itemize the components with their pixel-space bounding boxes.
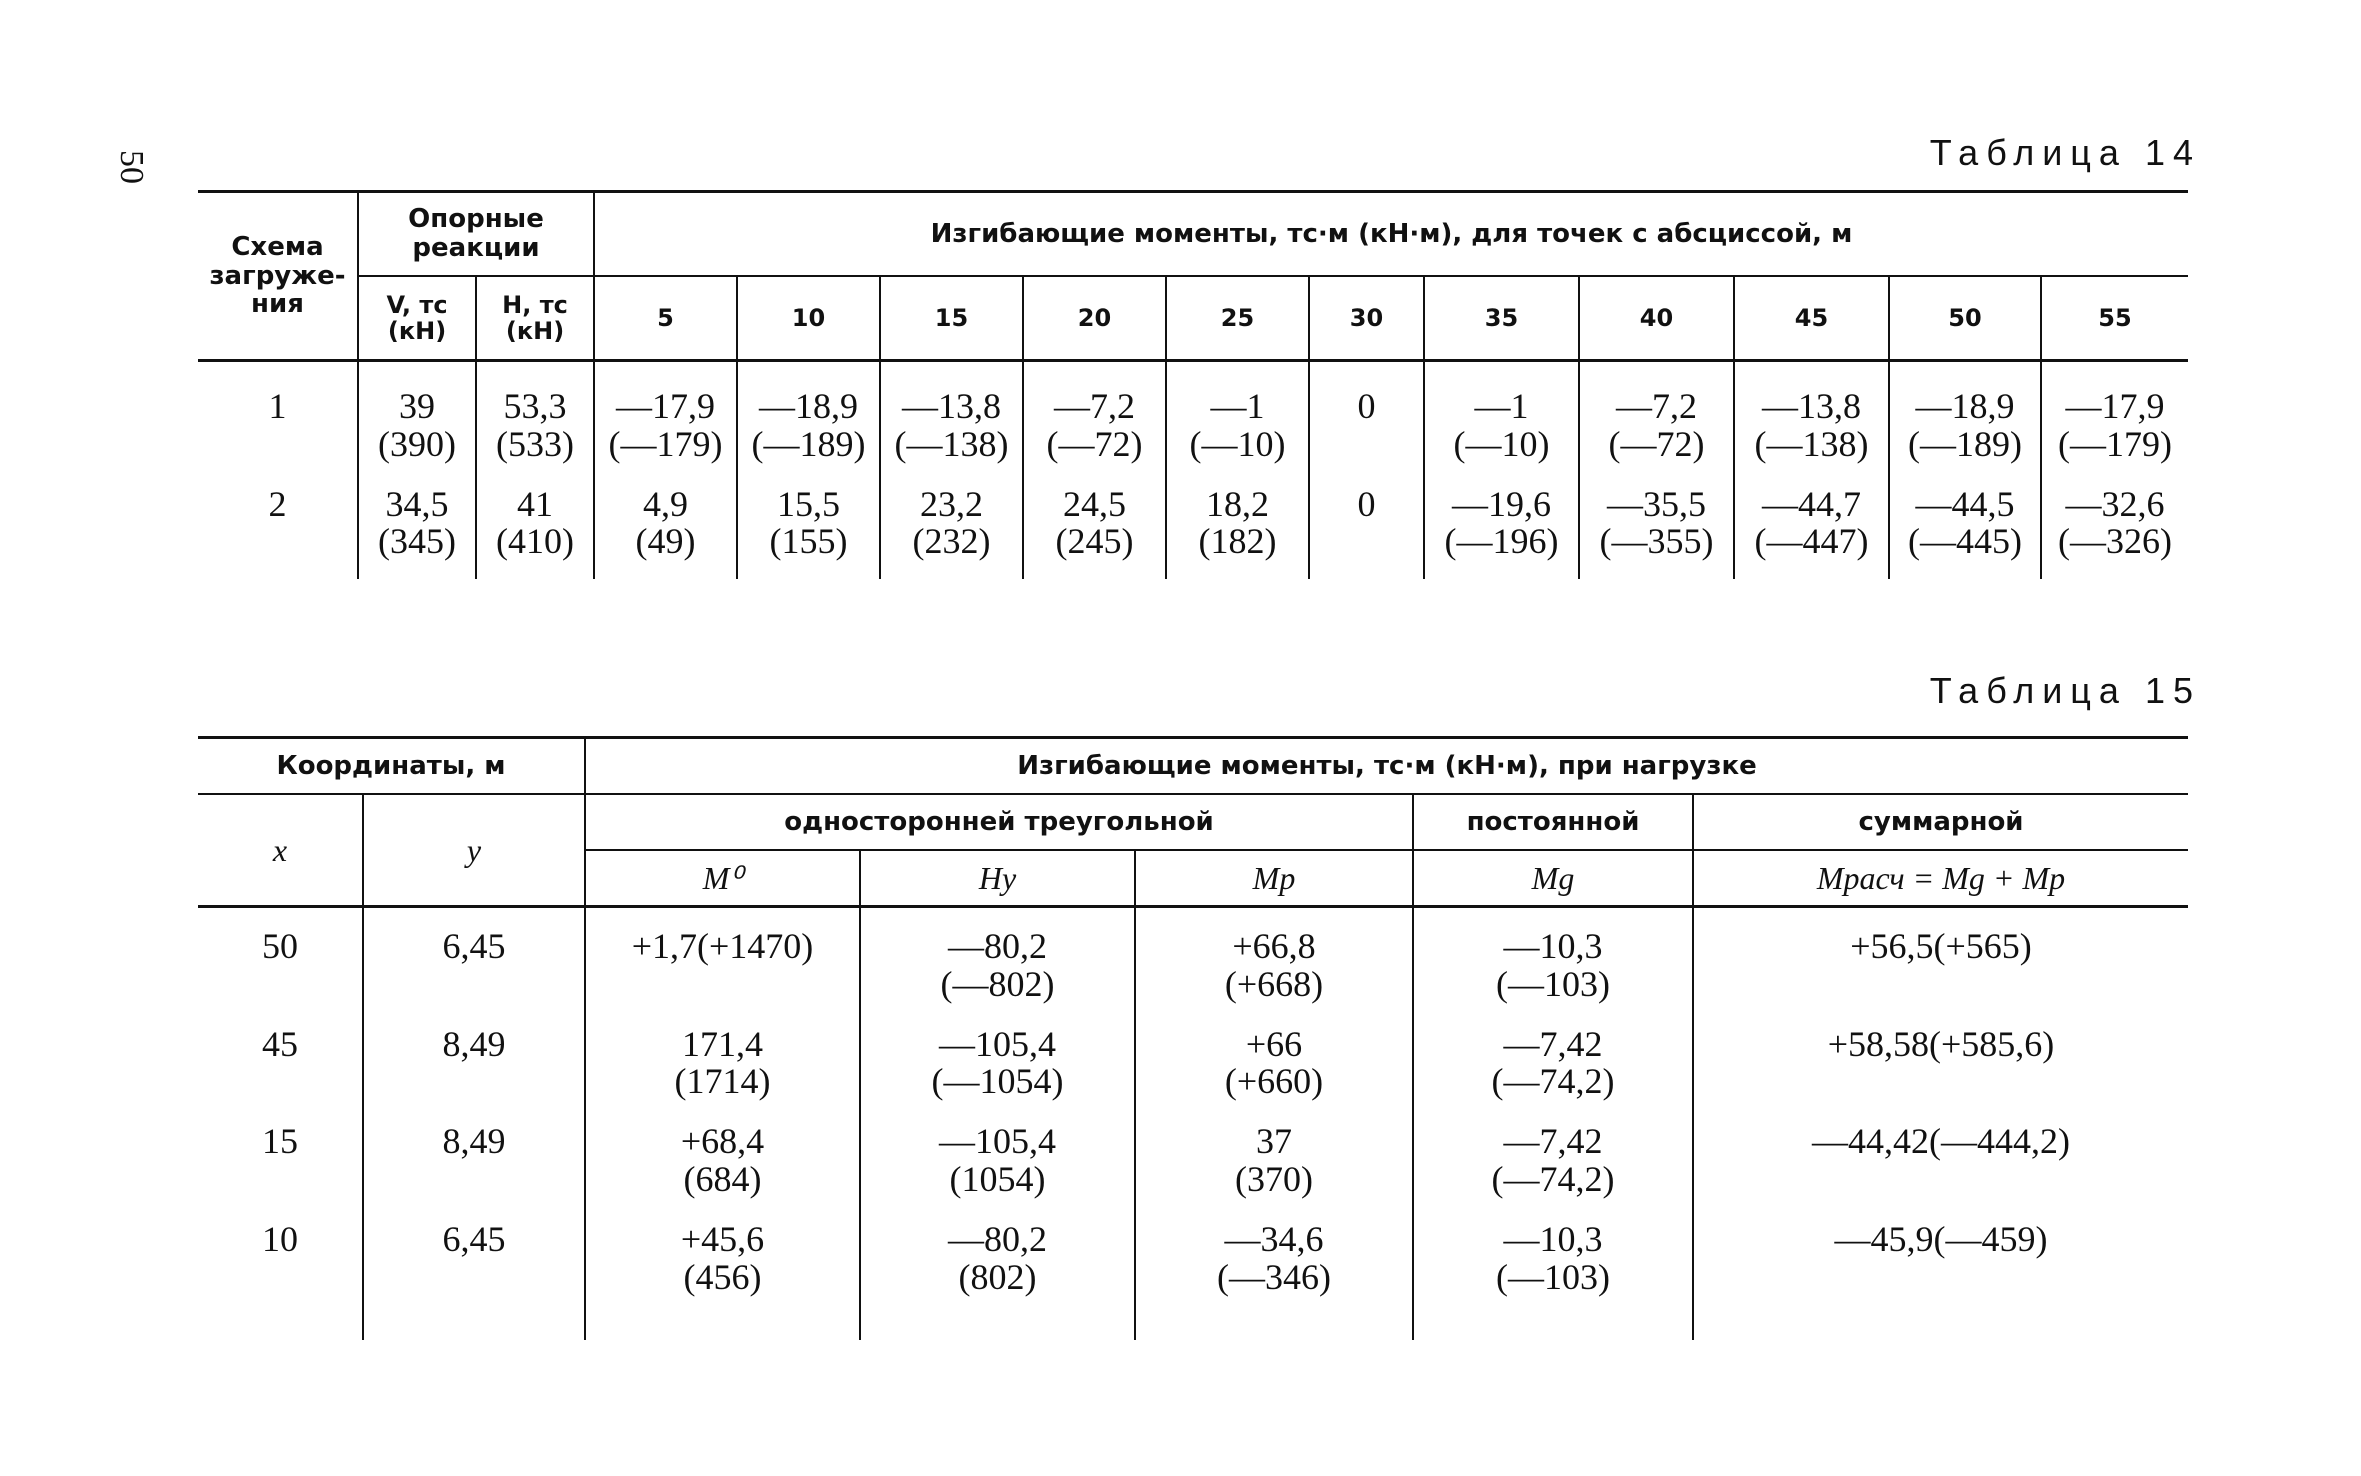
moment-cell: —18,9 (—189) <box>737 361 880 464</box>
header-mp: Mр <box>1135 850 1413 907</box>
table-row <box>198 907 2188 1004</box>
table-row <box>198 464 2188 580</box>
header-x: x <box>198 794 363 907</box>
table-row <box>198 1004 2188 1102</box>
header-abscissa: 55 <box>2041 276 2188 361</box>
moment-cell: —7,2 (—72) <box>1579 361 1734 464</box>
header-abscissa: 35 <box>1424 276 1579 361</box>
header-abscissa: 50 <box>1889 276 2041 361</box>
header-hy: Hy <box>860 850 1135 907</box>
total-cell: —45,9(—459) <box>1693 1199 2188 1297</box>
header-mcalc: Mрасч = Mg + Mр <box>1693 850 2188 907</box>
table-14 <box>198 190 2188 579</box>
header-one-sided: односторонней треугольной <box>585 794 1413 850</box>
h-cell: 53,3 (533) <box>476 361 594 464</box>
header-scheme: Схема загруже- ния <box>198 192 358 361</box>
header-coords: Координаты, м <box>198 738 585 795</box>
m0-cell: +45,6 (456) <box>585 1199 860 1297</box>
header-abscissa: 20 <box>1023 276 1166 361</box>
header-v: V, тс (кН) <box>358 276 476 361</box>
moment-cell: —32,6 (—326) <box>2041 464 2188 580</box>
moment-cell: —13,8 (—138) <box>880 361 1023 464</box>
table-row <box>198 1101 2188 1199</box>
moment-cell: —13,8 (—138) <box>1734 361 1889 464</box>
hy-cell: —80,2 (—802) <box>860 907 1135 1004</box>
moment-cell: 24,5 (245) <box>1023 464 1166 580</box>
x-cell: 10 <box>262 1218 298 1259</box>
header-moments: Изгибающие моменты, тс·м (кН·м), для точек с абсциссой, м <box>594 192 2188 277</box>
moment-cell: 0 <box>1309 361 1424 464</box>
moment-cell: 4,9 (49) <box>594 464 737 580</box>
header-y: y <box>363 794 585 907</box>
mg-cell: —7,42 (—74,2) <box>1413 1101 1693 1199</box>
hy-cell: —80,2 (802) <box>860 1199 1135 1297</box>
page-number: 50 <box>113 150 150 184</box>
moment-cell: —17,9 (—179) <box>594 361 737 464</box>
moment-cell: —1 (—10) <box>1166 361 1309 464</box>
hy-cell: —105,4 (—1054) <box>860 1004 1135 1102</box>
header-total: суммарной <box>1693 794 2188 850</box>
hy-cell: —105,4 (1054) <box>860 1101 1135 1199</box>
y-cell: 6,45 <box>363 1199 585 1297</box>
x-cell: 50 <box>262 926 298 966</box>
moment-cell: —7,2 (—72) <box>1023 361 1166 464</box>
y-cell: 8,49 <box>363 1101 585 1199</box>
header-mg: Mg <box>1413 850 1693 907</box>
total-cell: +58,58(+585,6) <box>1693 1004 2188 1102</box>
total-cell: —44,42(—444,2) <box>1693 1101 2188 1199</box>
header-abscissa: 5 <box>594 276 737 361</box>
table-14-caption: Таблица 14 <box>1929 132 2201 173</box>
m0-cell: 171,4 (1714) <box>585 1004 860 1102</box>
y-cell: 6,45 <box>363 907 585 1004</box>
header-abscissa: 10 <box>737 276 880 361</box>
moment-cell: 18,2 (182) <box>1166 464 1309 580</box>
header-m0: M⁰ <box>585 850 860 907</box>
table-row <box>198 1199 2188 1297</box>
moment-cell: —1 (—10) <box>1424 361 1579 464</box>
mp-cell: 37 (370) <box>1135 1101 1413 1199</box>
header-abscissa: 30 <box>1309 276 1424 361</box>
header-constant: постоянной <box>1413 794 1693 850</box>
moment-cell: —44,7 (—447) <box>1734 464 1889 580</box>
table-row <box>198 361 2188 464</box>
x-cell: 45 <box>262 1023 298 1064</box>
mg-cell: —7,42 (—74,2) <box>1413 1004 1693 1102</box>
header-moments: Изгибающие моменты, тс·м (кН·м), при нагрузке <box>585 738 2188 795</box>
moment-cell: 15,5 (155) <box>737 464 880 580</box>
header-h: H, тс (кН) <box>476 276 594 361</box>
moment-cell: 0 <box>1309 464 1424 580</box>
mg-cell: —10,3 (—103) <box>1413 907 1693 1004</box>
header-abscissa: 45 <box>1734 276 1889 361</box>
moment-cell: —44,5 (—445) <box>1889 464 2041 580</box>
header-abscissa: 25 <box>1166 276 1309 361</box>
x-cell: 15 <box>262 1121 298 1162</box>
moment-cell: —17,9 (—179) <box>2041 361 2188 464</box>
m0-cell: +68,4 (684) <box>585 1101 860 1199</box>
moment-cell: —35,5 (—355) <box>1579 464 1734 580</box>
v-cell: 34,5 (345) <box>358 464 476 580</box>
mp-cell: —34,6 (—346) <box>1135 1199 1413 1297</box>
scheme-cell: 1 <box>268 386 287 426</box>
total-cell: +56,5(+565) <box>1693 907 2188 1004</box>
moment-cell: 23,2 (232) <box>880 464 1023 580</box>
mg-cell: —10,3 (—103) <box>1413 1199 1693 1297</box>
header-abscissa: 15 <box>880 276 1023 361</box>
moment-cell: —19,6 (—196) <box>1424 464 1579 580</box>
h-cell: 41 (410) <box>476 464 594 580</box>
m0-cell: +1,7(+1470) <box>585 907 860 1004</box>
header-reactions: Опорные реакции <box>358 192 594 277</box>
v-cell: 39 (390) <box>358 361 476 464</box>
mp-cell: +66 (+660) <box>1135 1004 1413 1102</box>
moment-cell: —18,9 (—189) <box>1889 361 2041 464</box>
header-abscissa: 40 <box>1579 276 1734 361</box>
table-15 <box>198 736 2188 1340</box>
y-cell: 8,49 <box>363 1004 585 1102</box>
table-15-caption: Таблица 15 <box>1929 670 2201 711</box>
mp-cell: +66,8 (+668) <box>1135 907 1413 1004</box>
scheme-cell: 2 <box>268 483 287 524</box>
